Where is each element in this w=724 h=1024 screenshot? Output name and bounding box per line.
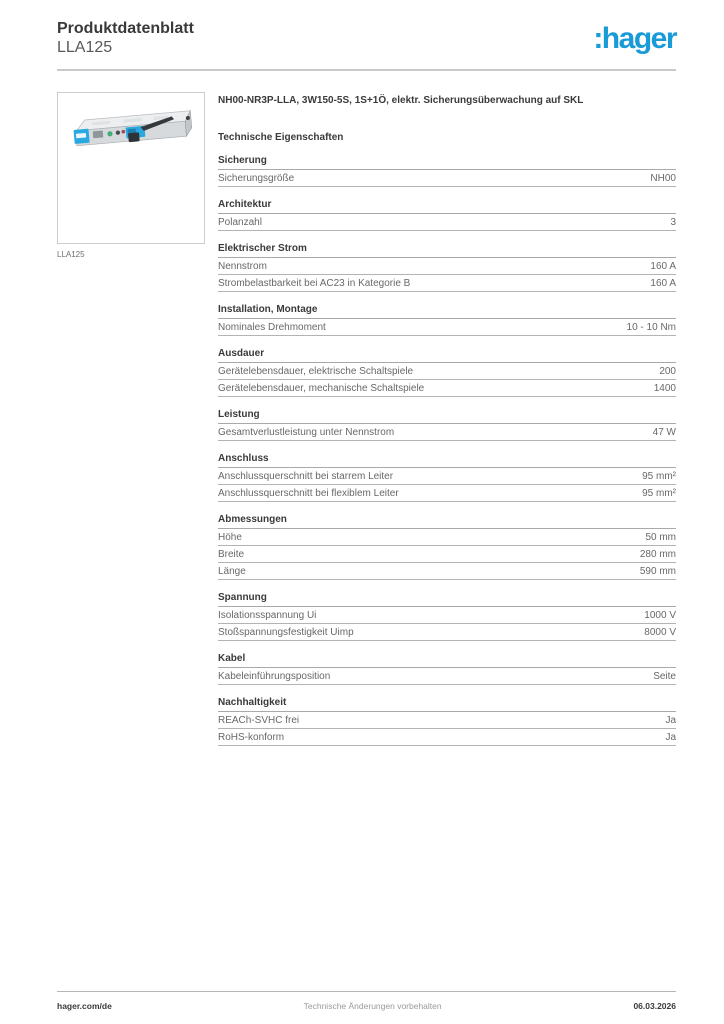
- spec-column: [218, 92, 676, 746]
- spec-row: [218, 485, 676, 502]
- spec-row-label: Höhe: [218, 531, 242, 543]
- spec-row-label: Anschlussquerschnitt bei flexiblem Leiter: [218, 487, 399, 499]
- spec-section-title: Architektur: [218, 199, 676, 214]
- spec-row: [218, 170, 676, 187]
- spec-row: [218, 258, 676, 275]
- spec-row-label: Strombelastbarkeit bei AC23 in Kategorie B: [218, 277, 411, 289]
- spec-row-value: 590 mm: [639, 565, 676, 577]
- product-ref-subtitle: LLA125: [57, 39, 113, 57]
- spec-row: [218, 319, 676, 336]
- spec-row-value: Ja: [665, 731, 676, 743]
- footer-row: [57, 1001, 676, 1011]
- footer-divider: [57, 991, 676, 992]
- spec-section: [218, 199, 676, 231]
- spec-row: [218, 363, 676, 380]
- product-photo: [65, 102, 197, 164]
- spec-section: [218, 243, 676, 292]
- spec-row-value: 200: [659, 365, 676, 377]
- header-titles: [57, 20, 194, 58]
- spec-row-value: Seite: [653, 670, 676, 682]
- spec-section-title: Ausdauer: [218, 348, 676, 363]
- main-content: [57, 92, 676, 746]
- product-image-frame: [57, 92, 205, 244]
- spec-row-value: 10 - 10 Nm: [626, 321, 676, 333]
- product-image-column: [57, 92, 205, 746]
- spec-section: [218, 304, 676, 336]
- spec-section: [218, 697, 676, 746]
- spec-row-label: Gesamtverlustleistung unter Nennstrom: [218, 426, 395, 438]
- spec-row-value: 8000 V: [644, 626, 676, 638]
- spec-row-value: 1000 V: [644, 609, 676, 621]
- spec-section: [218, 348, 676, 397]
- spec-row-value: 3: [670, 216, 676, 228]
- spec-row-label: REACh-SVHC frei: [218, 714, 300, 726]
- hager-logo: :hager: [593, 22, 676, 55]
- spec-row-value: 160 A: [650, 260, 676, 272]
- spec-section: [218, 592, 676, 641]
- spec-row-label: Breite: [218, 548, 245, 560]
- spec-section-title: Leistung: [218, 409, 676, 424]
- spec-row-label: Nennstrom: [218, 260, 267, 272]
- spec-row-value: 160 A: [650, 277, 676, 289]
- page-footer: [57, 991, 676, 1011]
- spec-section: [218, 514, 676, 580]
- footer-disclaimer: Technische Änderungen vorbehalten: [303, 1001, 442, 1011]
- spec-section-title: Anschluss: [218, 453, 676, 468]
- footer-url-link[interactable]: hager.com/de: [57, 1001, 112, 1011]
- spec-section-title: Kabel: [218, 653, 676, 668]
- spec-section: [218, 653, 676, 685]
- spec-row-value: NH00: [650, 172, 676, 184]
- spec-section-title: Elektrischer Strom: [218, 243, 676, 258]
- spec-row-value: 50 mm: [645, 531, 676, 543]
- spec-row-label: Anschlussquerschnitt bei starrem Leiter: [218, 470, 394, 482]
- spec-row: [218, 214, 676, 231]
- spec-section: [218, 155, 676, 187]
- spec-section: [218, 409, 676, 441]
- spec-row-value: 47 W: [652, 426, 676, 438]
- spec-row-label: Gerätelebensdauer, elektrische Schaltspiele: [218, 365, 414, 377]
- spec-row-label: Sicherungsgröße: [218, 172, 295, 184]
- spec-section: [218, 453, 676, 502]
- spec-section-title: Abmessungen: [218, 514, 676, 529]
- spec-row: [218, 563, 676, 580]
- spec-row: [218, 468, 676, 485]
- spec-row-value: Ja: [665, 714, 676, 726]
- spec-row-value: 280 mm: [639, 548, 676, 560]
- spec-row-label: Polanzahl: [218, 216, 262, 228]
- header-divider: [57, 69, 676, 71]
- spec-section-title: Installation, Montage: [218, 304, 676, 319]
- spec-sections: [218, 155, 676, 746]
- spec-row: [218, 529, 676, 546]
- product-image-caption: LLA125: [57, 249, 85, 259]
- spec-row: [218, 546, 676, 563]
- spec-section-title: Nachhaltigkeit: [218, 697, 676, 712]
- spec-row: [218, 624, 676, 641]
- doc-type-title: Produktdatenblatt: [57, 20, 194, 37]
- spec-row-value: 95 mm²: [642, 487, 676, 499]
- spec-row-label: RoHS-konform: [218, 731, 285, 743]
- spec-row: [218, 380, 676, 397]
- spec-row: [218, 729, 676, 746]
- spec-row-value: 95 mm²: [642, 470, 676, 482]
- spec-row-label: Nominales Drehmoment: [218, 321, 326, 333]
- spec-row-label: Stoßspannungsfestigkeit Uimp: [218, 626, 354, 638]
- spec-table-heading: Technische Eigenschaften: [218, 131, 344, 143]
- spec-row: [218, 607, 676, 624]
- spec-row-label: Länge: [218, 565, 246, 577]
- spec-section-title: Spannung: [218, 592, 676, 607]
- spec-row-value: 1400: [653, 382, 676, 394]
- spec-row-label: Isolationsspannung Ui: [218, 609, 317, 621]
- spec-section-title: Sicherung: [218, 155, 676, 170]
- spec-row: [218, 712, 676, 729]
- spec-row-label: Gerätelebensdauer, mechanische Schaltspiele: [218, 382, 425, 394]
- page-header: [57, 20, 676, 58]
- spec-row-label: Kabeleinführungsposition: [218, 670, 331, 682]
- spec-row: [218, 275, 676, 292]
- spec-row: [218, 424, 676, 441]
- spec-row: [218, 668, 676, 685]
- footer-date: 06.03.2026: [633, 1001, 676, 1011]
- product-title: NH00-NR3P-LLA, 3W150-5S, 1S+1Ö, elektr. Sicherungsüberwachung auf SKL: [218, 94, 584, 106]
